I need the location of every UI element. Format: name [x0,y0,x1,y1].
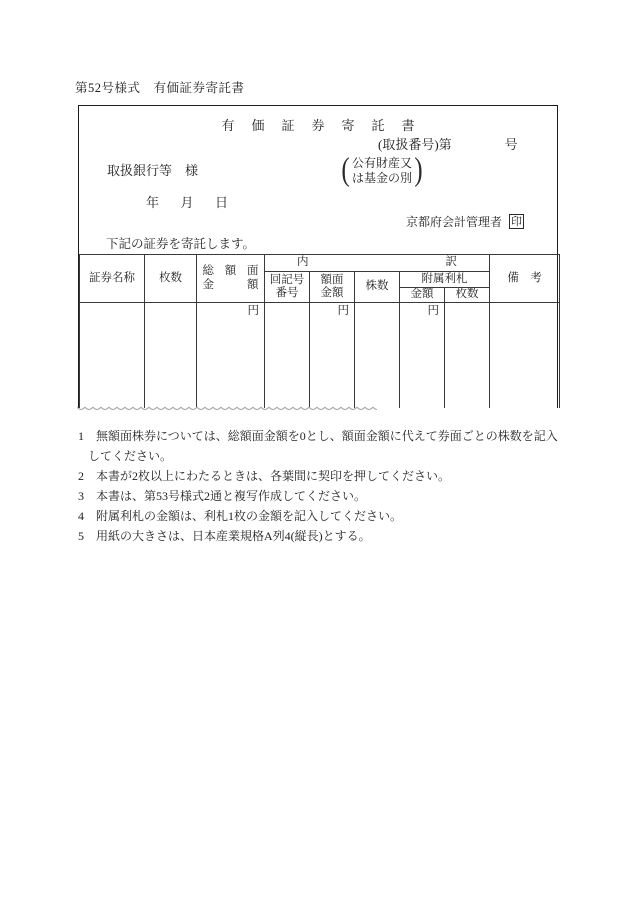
note-item [78,526,560,546]
note-number: 4 [78,509,84,523]
seal-box: 印 [511,216,523,228]
note-text: 本書が2枚以上にわたるときは、各葉間に契印を押してください。 [96,469,451,483]
handling-number-line [378,134,518,153]
accountant-line [406,213,524,230]
torn-edge-wavy-line [77,405,377,412]
form-box [78,105,558,408]
form-number-label: 第52号様式 有価証券寄託書 [75,81,245,95]
col-header-share-count: 株数 [355,272,400,303]
date-line: 年 月 日 [146,195,228,210]
col-header-coupon-amount: 金額 [400,288,445,303]
col-header-security-name: 証券名称 [80,255,145,303]
handling-number-prefix: (取扱番号)第 [378,137,452,152]
note-item [78,426,560,466]
group-header-coupons: 附属利札 [400,272,490,288]
col-header-remarks: 備 考 [490,255,560,303]
addressee-line: 取扱銀行等 様 [107,163,199,178]
accountant-title: 京都府会計管理者 [406,215,503,229]
cell-share-count [355,303,400,409]
col-header-coupon-sheets: 枚数 [445,288,490,303]
cell-sheet-count [145,303,197,409]
asset-type-note-line2: は基金の別 [352,170,413,185]
note-number: 5 [78,529,84,543]
note-text: 附属利札の金額は、利札1枚の金額を記入してください。 [96,509,403,523]
note-item [78,466,560,486]
intro-text: 下記の証券を寄託します。 [106,237,256,251]
note-text: 用紙の大きさは、日本産業規格A列4(縦長)とする。 [96,529,371,543]
note-number: 3 [78,489,84,503]
note-number: 2 [78,469,84,483]
asset-type-bracket-note [340,154,424,187]
col-header-face-amount: 額面 金額 [310,272,355,303]
cell-series-number [265,303,310,409]
securities-table-wrap [79,254,557,408]
col-header-sheet-count: 枚数 [145,255,197,303]
cell-face-amount: 円 [310,303,355,409]
note-text: 無額面株券については、総額面金額を0とし、額面金額に代えて券面ごとの株数を記入してください。 [88,429,558,463]
note-item [78,486,560,506]
cell-remarks [490,303,560,409]
form-title: 有価証券寄託書 [221,118,432,133]
notes-section [78,426,564,546]
group-header-breakdown: 内 訳 [265,255,490,272]
note-item [78,506,560,526]
asset-type-note-text [351,156,413,186]
paren-close: ) [414,152,423,188]
cell-security-name [80,303,145,409]
securities-table [79,254,560,408]
col-header-total-face-amount: 総 額 面 金 額 [197,255,265,303]
cell-coupon-sheets [445,303,490,409]
handling-number-suffix: 号 [504,137,518,152]
note-number: 1 [78,429,84,443]
asset-type-note-line1: 公有財産又 [352,155,413,170]
col-header-series-number: 回記号 番号 [265,272,310,303]
cell-coupon-amount: 円 [400,303,445,409]
note-text: 本書は、第53号様式2通と複写作成してください。 [96,489,367,503]
cell-total-face-amount: 円 [197,303,265,409]
paren-open: ( [341,152,350,188]
